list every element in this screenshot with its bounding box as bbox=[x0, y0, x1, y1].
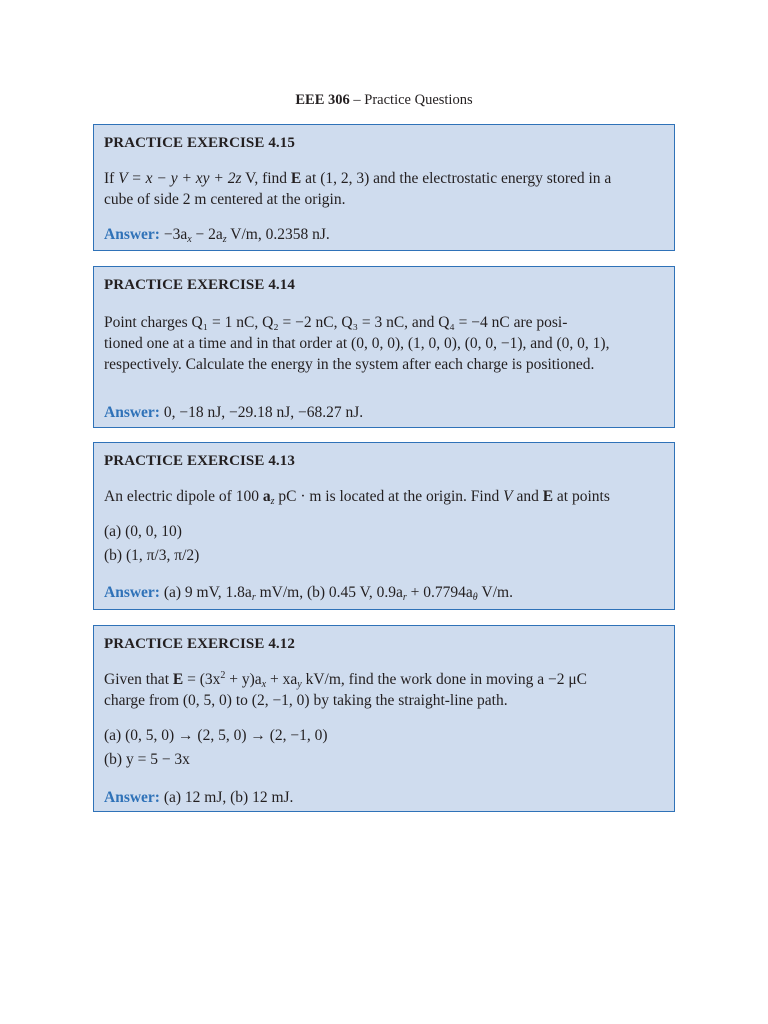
question-line-1: An electric dipole of 100 $a_z$ pC · m is located at the origin. Find V and E at points bbox=[104, 488, 610, 507]
question-line-1: Given that $E = (3x^2 + y)a_x + xa_y$ kV/m, find the work done in moving a −2 μC bbox=[104, 670, 587, 690]
exercise-title: PRACTICE EXERCISE 4.14 bbox=[104, 277, 295, 293]
answer-label: Answer: bbox=[104, 584, 160, 601]
exercise-title: PRACTICE EXERCISE 4.12 bbox=[104, 636, 295, 652]
exercise-box-4-15 bbox=[93, 124, 675, 251]
question-line-2: charge from (0, 5, 0) to (2, −1, 0) by taking the straight-line path. bbox=[104, 692, 508, 709]
answer-label: Answer: bbox=[104, 404, 160, 421]
header-separator: – bbox=[349, 92, 365, 108]
course-code: EEE 306 bbox=[295, 92, 350, 108]
answer-line: Answer: (a) 9 mV, $1.8a_r$ mV/m, (b) 0.45 V, $0.9a_r + 0.7794a_\theta$ V/m. bbox=[104, 584, 513, 603]
answer-line: Answer: (a) 12 mJ, (b) 12 mJ. bbox=[104, 789, 294, 806]
exercise-title: PRACTICE EXERCISE 4.13 bbox=[104, 453, 295, 469]
exercise-box-4-12 bbox=[93, 625, 675, 812]
exercise-title: PRACTICE EXERCISE 4.15 bbox=[104, 135, 295, 151]
answer-line: Answer: 0, −18 nJ, −29.18 nJ, −68.27 nJ. bbox=[104, 404, 364, 421]
answer-label: Answer: bbox=[104, 226, 160, 243]
question-line-2: tioned one at a time and in that order at (0, 0, 0), (1, 0, 0), (0, 0, −1), and (0, 0, 1), bbox=[104, 335, 610, 352]
page-header bbox=[0, 92, 768, 109]
answer-line: Answer: $-3a_x - 2a_z$ V/m, 0.2358 nJ. bbox=[104, 226, 330, 245]
question-line-1: If V = x − y + xy + 2z V, find E at (1, 2, 3) and the electrostatic energy stored in a bbox=[104, 170, 612, 187]
question-line-3: respectively. Calculate the energy in the system after each charge is positioned. bbox=[104, 356, 595, 373]
part-b: (b) y = 5 − 3x bbox=[104, 751, 190, 768]
question-line-2: cube of side 2 m centered at the origin. bbox=[104, 191, 346, 208]
answer-label: Answer: bbox=[104, 789, 160, 806]
header-subtitle: Practice Questions bbox=[364, 92, 473, 108]
exercise-box-4-13 bbox=[93, 442, 675, 610]
question-line-1: Point charges Q₁ = 1 nC, Q₂ = −2 nC, Q₃ = 3 nC, and Q₄ = −4 nC are posi- bbox=[104, 314, 568, 331]
part-a: (a) (0, 0, 10) bbox=[104, 523, 182, 540]
exercise-box-4-14 bbox=[93, 266, 675, 428]
part-b: (b) (1, π/3, π/2) bbox=[104, 547, 200, 564]
part-a: (a) (0, 5, 0) → (2, 5, 0) → (2, −1, 0) bbox=[104, 727, 328, 744]
